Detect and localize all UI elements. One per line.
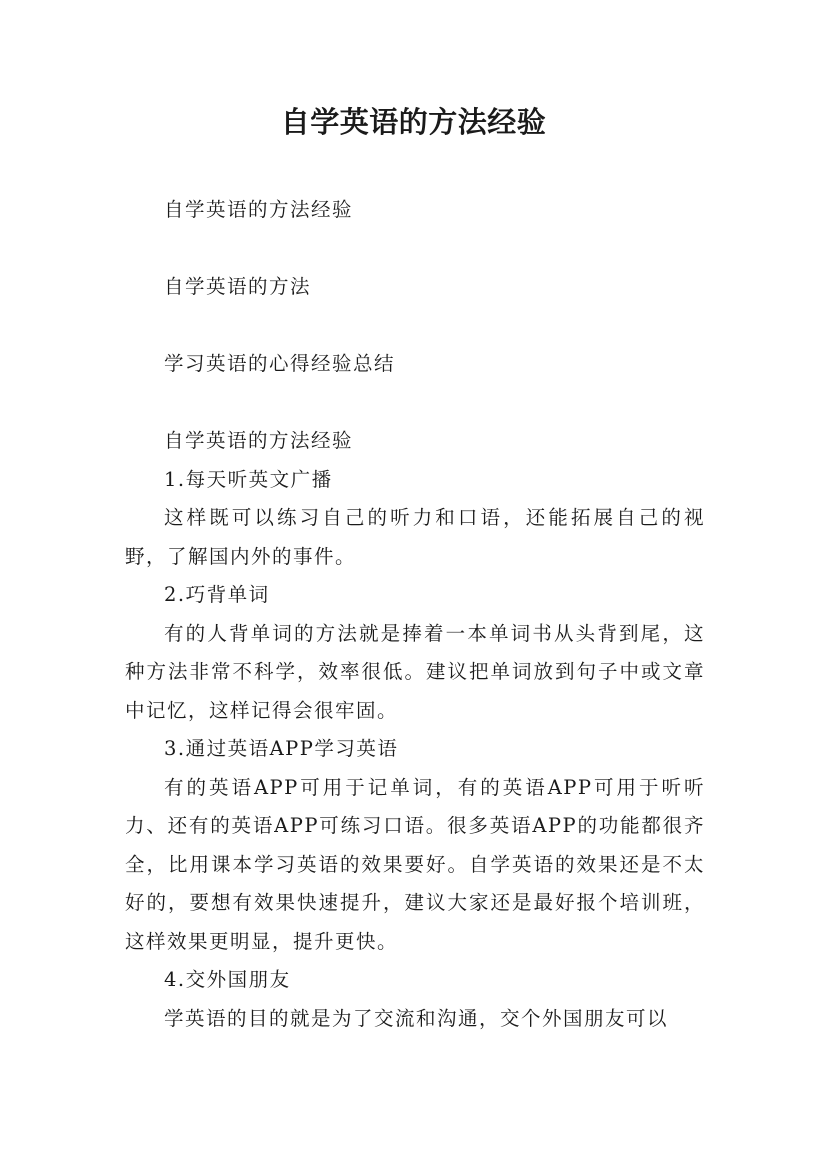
tip-2-paragraph: 有的人背单词的方法就是捧着一本单词书从头背到尾，这种方法非常不科学，效率很低。建议把单词放到句子中或文章中记忆，这样记得会很牢固。 [125,621,705,722]
toc-heading-2: 自学英语的方法 [164,275,312,298]
tip-3-heading: 3.通过英语APP学习英语 [164,737,399,760]
toc-heading-3: 学习英语的心得经验总结 [164,352,396,375]
tip-4-heading: 4.交外国朋友 [164,968,291,991]
document-title: 自学英语的方法经验 [280,105,547,139]
tip-4-paragraph: 学英语的目的就是为了交流和沟通，交个外国朋友可以 [164,1006,669,1030]
tip-2-heading: 2.巧背单词 [164,583,270,606]
tip-3-paragraph: 有的英语APP可用于记单词，有的英语APP可用于听听力、还有的英语APP可练习口语。很多英语APP的功能都很齐全，比用课本学习英语的效果要好。自学英语的效果还是不太好的，要想有效果快速提升，建议大家还是最好报个培训班，这样效果更明显，提升更快。 [125,775,705,953]
toc-heading-1: 自学英语的方法经验 [164,198,354,221]
tip-1-paragraph: 这样既可以练习自己的听力和口语，还能拓展自己的视野，了解国内外的事件。 [125,506,705,568]
tip-1-heading: 1.每天听英文广播 [164,467,333,491]
document-body [125,191,705,1038]
section-title: 自学英语的方法经验 [164,429,354,452]
